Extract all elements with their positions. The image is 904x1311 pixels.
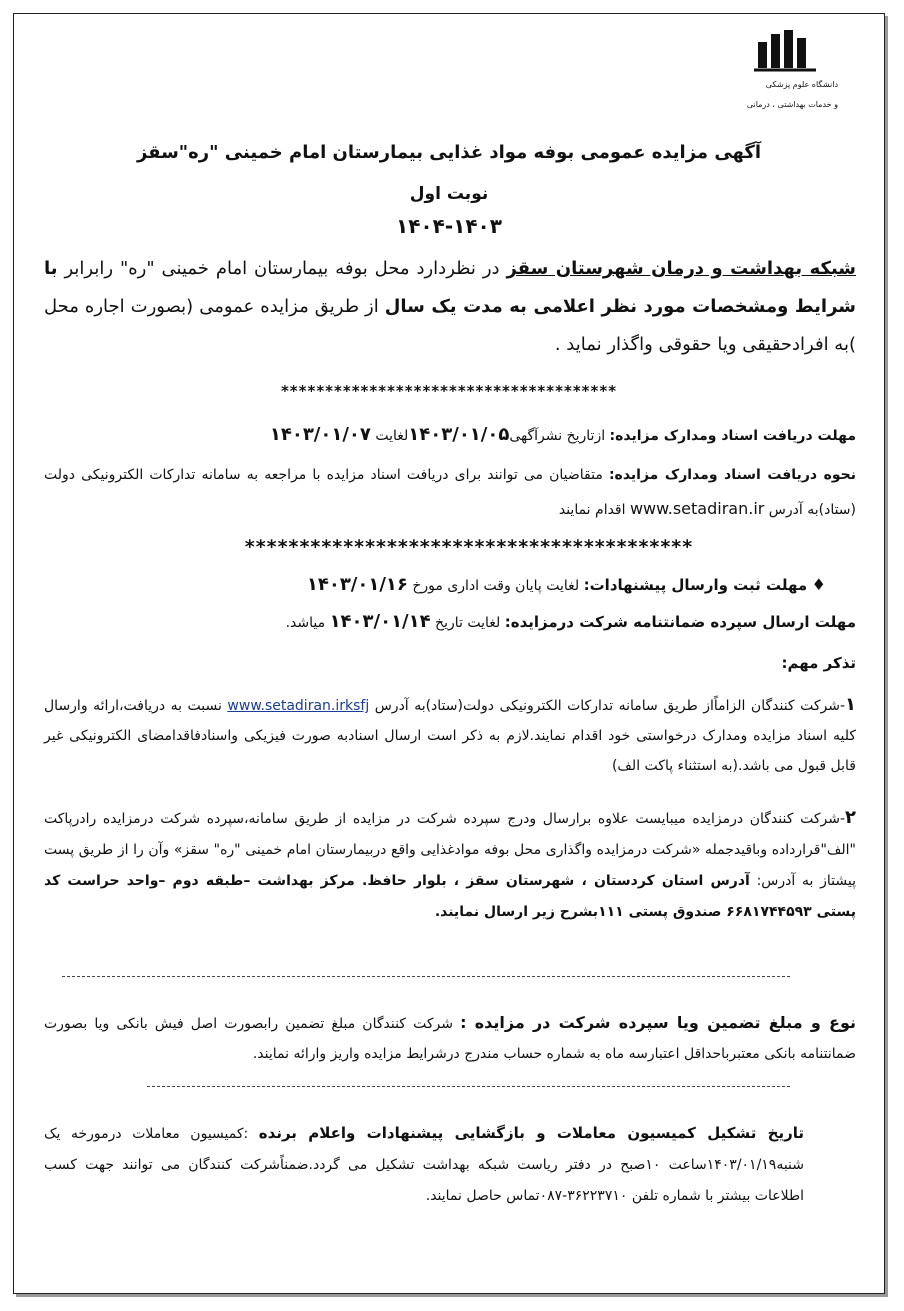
guarantee-deadline-end: میاشد. — [285, 615, 330, 631]
offers-deadline — [307, 574, 826, 595]
divider-2 — [147, 1086, 790, 1087]
notes-heading: تذکر مهم: — [781, 654, 856, 672]
logo-line-1: دانشگاه علوم پزشکی — [765, 80, 838, 89]
note-2-number: ۲ — [845, 807, 856, 828]
notice-years: ۱۴۰۴-۱۴۰۳ — [396, 214, 502, 238]
note-1 — [44, 690, 856, 781]
note-2 — [44, 802, 856, 928]
docs-deadline — [270, 424, 856, 445]
university-logo — [718, 28, 838, 118]
university-emblem-icon — [752, 28, 818, 72]
commission-label: تاریخ تشکیل کمیسیون معاملات و بازگشایی پیشنهادات واعلام برنده — [258, 1124, 804, 1142]
docs-deadline-from: ازتاریخ نشرآگهی — [509, 428, 610, 444]
docs-deadline-to: لغایت — [370, 428, 409, 444]
diamond-bullet-icon: ♦ — [811, 575, 826, 594]
note-2-address: آدرس استان کردستان ، شهرستان سقز ، بلوار حافظ. مرکز بهداشت –طبقه دوم –واحد حراست کد پستی ۶۶۸۱۷۴۴۵۹۳ صندوق پستی ۱۱۱بشرح زیر ارسال نمایند. — [44, 873, 856, 920]
docs-how — [44, 459, 856, 527]
note-1-text-a: -شرکت کنندگان الزاماًاز طریق سامانه تدارکات الکترونیکی دولت(ستاد)به آدرس — [369, 698, 846, 714]
offers-date: ۱۴۰۳/۰۱/۱۶ — [306, 574, 408, 595]
offers-label: مهلت ثبت وارسال پیشنهادات: — [583, 576, 808, 594]
docs-deadline-date-2: ۱۴۰۳/۰۱/۰۷ — [269, 424, 371, 445]
guarantee-deadline — [286, 611, 856, 632]
docs-deadline-label: مهلت دریافت اسناد ومدارک مزایده: — [609, 428, 856, 444]
note-1-text-b: نسبت به دریافت،ارائه وارسال کلیه اسناد مزایده ومدارک درخواستی خود اقدام نمایند.لازم به ذکر است ارسال اسنادبه صورت فیزیکی واسنادفاقدامضای الکترونیکی غیر قابل قبول می باشد.(به استثناء پاکت الف) — [44, 698, 856, 774]
logo-line-2: و خدمات بهداشتی ، درمانی — [746, 100, 838, 109]
docs-deadline-date-1: ۱۴۰۳/۰۱/۰۵ — [408, 424, 510, 445]
intro-org: شبکه بهداشت و درمان شهرستان سقز — [506, 258, 857, 279]
intro-text-1: در نظردارد محل بوفه بیمارستان امام خمینی "ره" رابرابر — [64, 258, 507, 279]
notice-document — [13, 13, 885, 1294]
commission — [44, 1118, 804, 1212]
guarantee-type-text: شرکت کنندگان مبلغ تضمین رابصورت اصل فیش بانکی ویا بصورت ضمانتنامه بانکی معتبرباحداقل اعتبارسه ماه به شماره حساب مندرج درشرایط مزایده واریز وارائه نمایند. — [44, 1016, 856, 1062]
divider-1 — [62, 976, 790, 977]
setadiran-irksfj-link[interactable]: www.setadiran.irksfj — [227, 698, 370, 714]
notice-round: نوبت اول — [409, 184, 489, 204]
intro-text-2: با شرایط ومشخصات مورد نظر اعلامی به مدت یک سال — [44, 258, 856, 317]
separator-stars-2: ***************************************** — [244, 536, 694, 558]
guarantee-type — [44, 1008, 856, 1069]
guarantee-type-label: نوع و مبلغ تضمین ویا سپرده شرکت در مزایده : — [460, 1013, 856, 1032]
commission-text: :کمیسیون معاملات درمورخه یک شنبه۱۴۰۳/۰۱/۱۹ساعت ۱۰صبح در دفتر ریاست شبکه بهداشت تشکیل می گردد.ضمناًشرکت کنندگان می توانند جهت کسب اطلاعات بیشتر با شماره تلفن ۳۶۲۲۳۷۱۰-۰۸۷تماس حاصل نمایند. — [44, 1126, 805, 1204]
note-2-text-a: -شرکت کنندگان درمزایده میبایست علاوه برارسال ودرج سپرده شرکت در مزایده از طریق سامانه،سپرده شرکت درمزایده رادرپاکت "الف"قرارداده وباقیدجمله «شرکت درمزایده واگذاری محل بوفه موادغذایی واقع دربیمارستان امام خمینی "ره" سقز» وآن را از طریق پست پیشتاز به آدرس: — [44, 811, 856, 889]
docs-how-label: نحوه دریافت اسناد ومدارک مزایده: — [608, 467, 856, 483]
docs-how-end: اقدام نمایند — [558, 502, 630, 518]
offers-text: لغایت پایان وقت اداری مورخ — [407, 578, 584, 594]
note-1-number: ۱ — [845, 694, 857, 715]
intro-text-3: از طریق مزایده عمومی (بصورت اجاره محل )به افرادحقیقی ویا حقوقی واگذار نماید . — [44, 296, 856, 355]
separator-stars-1: ************************************** — [280, 382, 618, 400]
guarantee-deadline-text: لغایت تاریخ — [430, 615, 505, 631]
setadiran-link[interactable]: www.setadiran.ir — [629, 499, 765, 518]
guarantee-deadline-date: ۱۴۰۳/۰۱/۱۴ — [329, 611, 431, 632]
notice-title: آگهی مزایده عمومی بوفه مواد غذایی بیمارستان امام خمینی "ره"سقز — [136, 142, 762, 163]
docs-how-text: متقاضیان می توانند برای دریافت اسناد مزایده با مراجعه به سامانه تدارکات الکترونیکی دولت (ستاد)به آدرس — [44, 467, 856, 518]
guarantee-deadline-label: مهلت ارسال سپرده ضمانتنامه شرکت درمزایده: — [504, 613, 856, 631]
intro-paragraph — [44, 250, 856, 364]
